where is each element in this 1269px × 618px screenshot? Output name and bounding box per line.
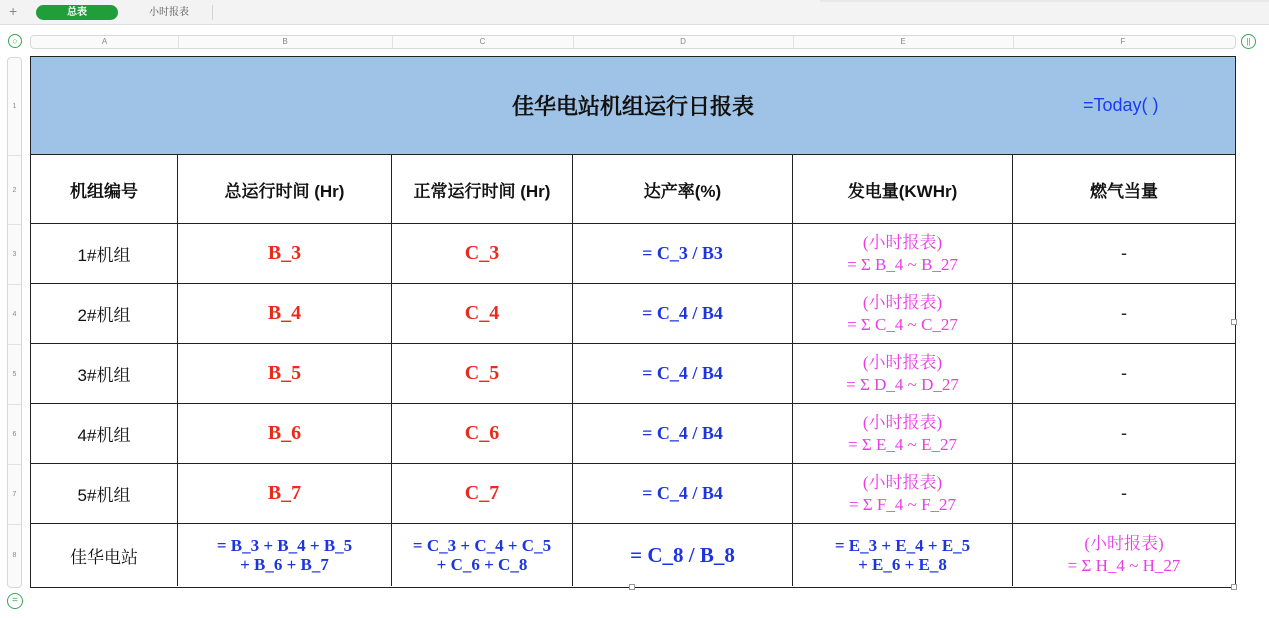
- gas-value: -: [1121, 243, 1127, 263]
- station-label: 佳华电站: [70, 547, 138, 567]
- cell-power-output-sum[interactable]: [793, 524, 1013, 586]
- column-header-e[interactable]: E: [793, 36, 1014, 48]
- cell-unit[interactable]: [31, 344, 178, 404]
- column-header-a[interactable]: A: [31, 36, 179, 48]
- header-label: 达产率(%): [643, 181, 722, 201]
- row-header-bar: [7, 57, 22, 588]
- unit-label: 3#机组: [77, 366, 131, 385]
- header-label: 总运行时间 (Hr): [224, 181, 345, 201]
- cell-gas-equivalent[interactable]: [1013, 284, 1235, 344]
- normal-runtime-value: C_4: [464, 302, 500, 324]
- header-capacity-rate[interactable]: [573, 155, 793, 224]
- today-formula[interactable]: =Today( ): [1083, 95, 1159, 115]
- report-title: 佳华电站机组运行日报表: [511, 94, 754, 119]
- header-unit-id[interactable]: [31, 155, 178, 224]
- gas-source: (小时报表): [1084, 534, 1164, 553]
- cell-normal-runtime[interactable]: [392, 464, 573, 524]
- row-header-8[interactable]: 8: [12, 552, 17, 559]
- cell-total-runtime[interactable]: [178, 404, 392, 464]
- cell-normal-runtime-sum[interactable]: [392, 524, 573, 586]
- header-power-output[interactable]: [793, 155, 1013, 224]
- cell-gas-equivalent[interactable]: [1013, 404, 1235, 464]
- unit-label: 4#机组: [77, 426, 131, 445]
- gas-value: -: [1121, 363, 1127, 383]
- column-header-d[interactable]: D: [573, 36, 794, 48]
- power-source: (小时报表): [862, 352, 943, 372]
- cell-unit[interactable]: [31, 224, 178, 284]
- power-source: (小时报表): [862, 472, 943, 492]
- gas-value: -: [1121, 303, 1127, 323]
- cell-total-runtime[interactable]: [178, 464, 392, 524]
- tab-summary[interactable]: 总表: [36, 5, 118, 20]
- unit-label: 1#机组: [77, 246, 131, 265]
- power-source: (小时报表): [862, 412, 943, 432]
- total-runtime-value: B_7: [267, 482, 302, 504]
- column-header-f[interactable]: F: [1120, 37, 1126, 46]
- cell-normal-runtime[interactable]: [392, 284, 573, 344]
- cell-capacity-rate[interactable]: [573, 224, 793, 284]
- normal-runtime-value: C_5: [464, 362, 500, 384]
- formula-line: + B_6 + B_7: [240, 555, 329, 574]
- rate-formula: = C_4 / B4: [642, 303, 723, 323]
- cell-capacity-rate[interactable]: [573, 404, 793, 464]
- cell-unit[interactable]: [31, 404, 178, 464]
- sheet-tab-bar: [0, 0, 1269, 25]
- cell-total-runtime[interactable]: [178, 344, 392, 404]
- unit-label: 2#机组: [77, 306, 131, 325]
- cell-normal-runtime[interactable]: [392, 344, 573, 404]
- column-header-b[interactable]: B: [178, 36, 393, 48]
- column-header-c[interactable]: C: [392, 36, 574, 48]
- gas-value: -: [1121, 483, 1127, 503]
- power-formula: = Σ B_4 ~ B_27: [847, 254, 958, 274]
- tab-hourly-report[interactable]: 小时报表: [126, 5, 213, 20]
- total-runtime-value: B_5: [267, 362, 302, 384]
- cell-power-output[interactable]: [793, 284, 1013, 344]
- row-header-4[interactable]: 4: [8, 285, 21, 345]
- total-runtime-value: B_3: [267, 242, 302, 264]
- rate-formula: = C_8 / B_8: [630, 542, 735, 567]
- cell-gas-equivalent[interactable]: [1013, 224, 1235, 284]
- formula-line: = B_3 + B_4 + B_5: [216, 536, 353, 555]
- power-formula: = Σ F_4 ~ F_27: [848, 494, 957, 514]
- cell-total-runtime[interactable]: [178, 224, 392, 284]
- add-row-icon[interactable]: =: [7, 593, 23, 609]
- freeze-columns-icon[interactable]: ||: [1241, 34, 1256, 49]
- normal-runtime-value: C_7: [464, 482, 500, 504]
- normal-runtime-value: C_3: [464, 242, 500, 264]
- unit-label: 5#机组: [77, 486, 131, 505]
- power-formula: = Σ C_4 ~ C_27: [847, 314, 958, 334]
- power-formula: = Σ D_4 ~ D_27: [846, 374, 959, 394]
- report-table: [30, 56, 1236, 588]
- cell-capacity-rate[interactable]: [573, 464, 793, 524]
- formula-line: = E_3 + E_4 + E_5: [834, 536, 971, 555]
- cell-normal-runtime[interactable]: [392, 224, 573, 284]
- header-label: 燃气当量: [1090, 181, 1158, 201]
- resize-handle-bottom[interactable]: [629, 584, 635, 590]
- row-header-6[interactable]: 6: [8, 405, 21, 465]
- cell-gas-equivalent-sum[interactable]: [1013, 524, 1235, 586]
- divider: [820, 0, 1269, 2]
- rate-formula: = C_3 / B3: [642, 243, 723, 263]
- row-header-3[interactable]: 3: [8, 225, 21, 285]
- cell-gas-equivalent[interactable]: [1013, 464, 1235, 524]
- row-header-1[interactable]: 1: [8, 58, 21, 156]
- cell-unit[interactable]: [31, 464, 178, 524]
- cell-normal-runtime[interactable]: [392, 404, 573, 464]
- formula-line: + E_6 + E_8: [858, 555, 947, 574]
- cell-power-output[interactable]: [793, 344, 1013, 404]
- cell-total-runtime[interactable]: [178, 284, 392, 344]
- gas-value: -: [1121, 423, 1127, 443]
- header-label: 机组编号: [70, 181, 138, 201]
- title-cell[interactable]: [31, 57, 1235, 155]
- power-source: (小时报表): [862, 232, 943, 252]
- header-gas-equivalent[interactable]: [1013, 155, 1235, 224]
- row-header-5[interactable]: 5: [8, 345, 21, 405]
- cell-unit[interactable]: [31, 284, 178, 344]
- add-sheet-icon[interactable]: +: [9, 3, 18, 19]
- rate-formula: = C_4 / B4: [642, 483, 723, 503]
- column-header-bar: [30, 35, 1236, 49]
- power-formula: = Σ E_4 ~ E_27: [848, 434, 957, 454]
- cell-power-output[interactable]: [793, 404, 1013, 464]
- row-header-2[interactable]: 2: [8, 156, 21, 225]
- formula-line: = C_3 + C_4 + C_5: [412, 536, 552, 555]
- rate-formula: = C_4 / B4: [642, 423, 723, 443]
- cell-total-runtime-sum[interactable]: [178, 524, 392, 586]
- select-all-icon[interactable]: ○: [8, 34, 22, 48]
- formula-line: + C_6 + C_8: [436, 555, 528, 574]
- cell-power-output[interactable]: [793, 464, 1013, 524]
- row-header-7[interactable]: 7: [8, 465, 21, 525]
- header-normal-runtime[interactable]: [392, 155, 573, 224]
- rate-formula: = C_4 / B4: [642, 363, 723, 383]
- total-runtime-value: B_6: [267, 422, 302, 444]
- cell-capacity-rate[interactable]: [573, 344, 793, 404]
- resize-handle-corner[interactable]: [1231, 584, 1237, 590]
- gas-formula: = Σ H_4 ~ H_27: [1067, 556, 1181, 575]
- cell-capacity-rate-total[interactable]: [573, 524, 793, 586]
- header-total-runtime[interactable]: [178, 155, 392, 224]
- cell-power-output[interactable]: [793, 224, 1013, 284]
- power-source: (小时报表): [862, 292, 943, 312]
- cell-gas-equivalent[interactable]: [1013, 344, 1235, 404]
- header-label: 发电量(KWHr): [847, 181, 958, 201]
- resize-handle-right[interactable]: [1231, 319, 1237, 325]
- cell-capacity-rate[interactable]: [573, 284, 793, 344]
- header-label: 正常运行时间 (Hr): [413, 181, 551, 201]
- total-runtime-value: B_4: [267, 302, 302, 324]
- cell-station-total[interactable]: [31, 524, 178, 586]
- normal-runtime-value: C_6: [464, 422, 500, 444]
